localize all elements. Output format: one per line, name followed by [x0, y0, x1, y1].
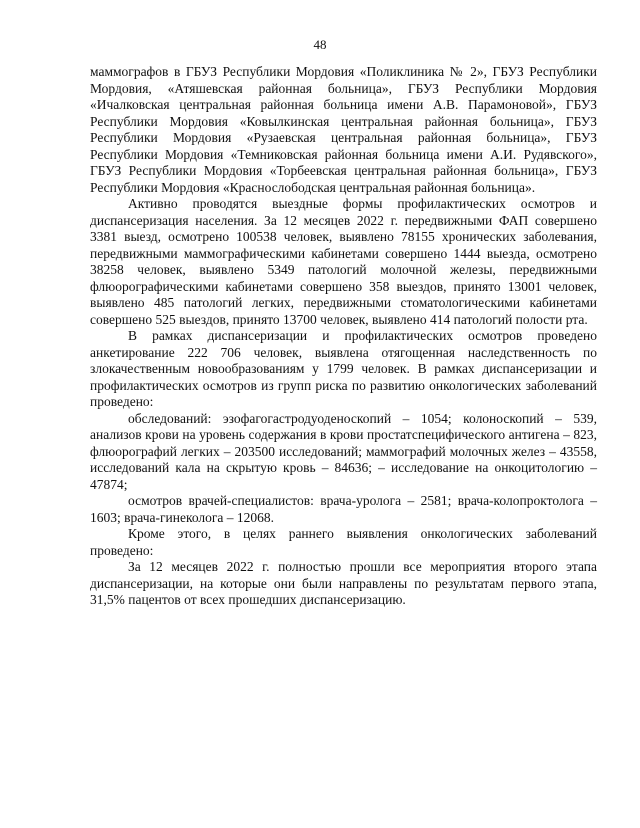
paragraph-early-detection: Кроме этого, в целях раннего выявления онкологических заболеваний проведено: — [90, 526, 597, 558]
paragraph-specialist-visits: осмотров врачей-специалистов: врача-уролога – 2581; врача-колопроктолога – 1603; врача-гинеколога – 12068. — [90, 493, 597, 525]
paragraph-mobile-screenings: Активно проводятся выездные формы профилактических осмотров и диспансеризация населения. За 12 месяцев 2022 г. передвижными ФАП совершено 3381 выезд, осмотрено 100538 человек, выявлено 78155 хронических заболевания, передвижными маммографическими кабинетами совершено 1444 выезда, осмотрено 38258 человек, выявлено 5349 патологий молочной железы, передвижными флюорографическими кабинетами совершено 358 выездов, принято 13001 человек, выявлено 485 патологий легких, передвижными стоматологическими кабинетами совершено 525 выездов, принято 13700 человек, выявлено 414 патологий полости рта. — [90, 196, 597, 327]
paragraph-second-stage: За 12 месяцев 2022 г. полностью прошли все мероприятия второго этапа диспансеризации, на которые они были направлены по результатам первого этапа, 31,5% пацентов от всех прошедших диспансеризацию. — [90, 559, 597, 607]
page-number: 48 — [313, 37, 327, 52]
paragraph-hospital-list: маммографов в ГБУЗ Республики Мордовия «Поликлиника № 2», ГБУЗ Республики Мордовия, «Атяшевская районная больница», ГБУЗ Республики Мордовия «Ичалковская центральная районная больница имени А.В. Парамоновой», ГБУЗ Республики Мордовия «Ковылкинская центральная районная больница», ГБУЗ Республики Мордовия «Рузаевская центральная районная больница», ГБУЗ Республики Мордовия «Темниковская районная больница имени А.И. Рудявского», ГБУЗ Республики Мордовия «Торбеевская центральная районная больница», ГБУЗ Республики Мордовия «Краснослободская центральная районная больница». — [90, 64, 597, 195]
paragraph-questionnaires: В рамках диспансеризации и профилактических осмотров проведено анкетирование 222 706 человек, выявлена отягощенная наследственность по злокачественным новообразованиям у 1799 человек. В рамках диспансеризации и профилактических осмотров из групп риска по развитию онкологических заболеваний проведено: — [90, 328, 597, 409]
document-body — [90, 64, 597, 609]
paragraph-examinations: обследований: эзофагогастродуоденоскопий – 1054; колоноскопий – 539, анализов крови на уровень содержания в крови простатспецифического антигена – 823, флюорографий легких – 203500 исследований; маммографий молочных желез – 43558, исследований кала на скрытую кровь – 84636; – исследование на онкоцитологию – 47874; — [90, 410, 597, 492]
